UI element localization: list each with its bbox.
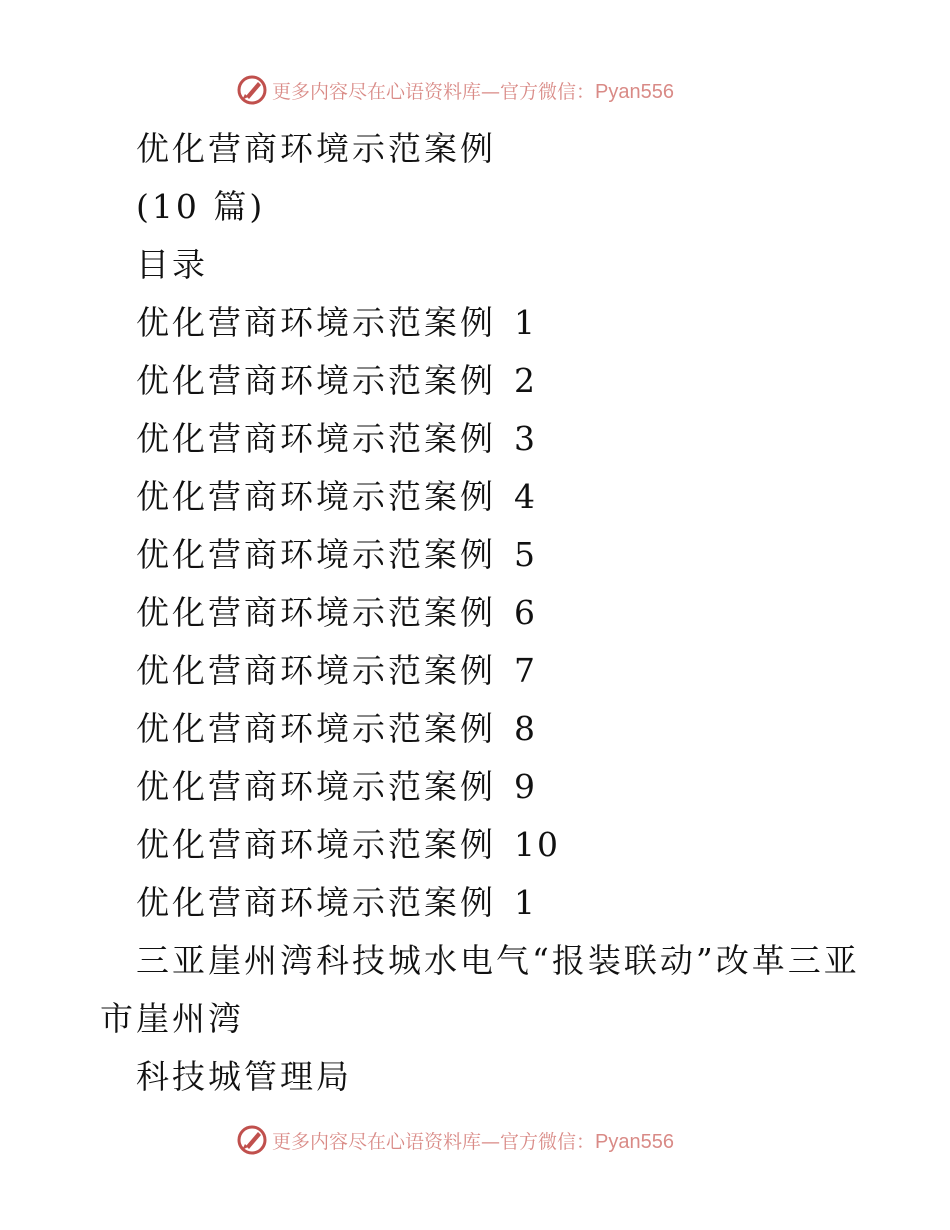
table-of-contents (100, 294, 860, 874)
body-paragraph-line: 三亚崖州湾科技城水电气“报装联动”改革三亚 (136, 941, 860, 980)
document-body (100, 120, 860, 1106)
watermark-text: 更多内容尽在心语资料库—官方微信：Pyan556 (272, 1130, 674, 1153)
document-title: 优化营商环境示范案例 (136, 129, 496, 168)
toc-item[interactable]: 优化营商环境示范案例 7 (136, 651, 537, 690)
toc-item[interactable]: 优化营商环境示范案例 2 (136, 361, 537, 400)
brand-logo-icon (236, 1124, 268, 1156)
body-paragraph-line: 市崖州湾 (100, 999, 244, 1038)
toc-heading: 目录 (136, 245, 208, 284)
watermark-text: 更多内容尽在心语资料库—官方微信：Pyan556 (272, 80, 674, 103)
body-paragraph-line: 科技城管理局 (136, 1057, 352, 1096)
toc-item[interactable]: 优化营商环境示范案例 9 (136, 767, 537, 806)
toc-item[interactable]: 优化营商环境示范案例 4 (136, 477, 537, 516)
toc-item[interactable]: 优化营商环境示范案例 5 (136, 535, 537, 574)
toc-item[interactable]: 优化营商环境示范案例 8 (136, 709, 537, 748)
toc-item[interactable]: 优化营商环境示范案例 1 (136, 303, 537, 342)
toc-item[interactable]: 优化营商环境示范案例 3 (136, 419, 537, 458)
watermark-header (0, 70, 950, 110)
watermark-footer (0, 1120, 950, 1160)
toc-item[interactable]: 优化营商环境示范案例 10 (136, 825, 560, 864)
toc-item[interactable]: 优化营商环境示范案例 6 (136, 593, 537, 632)
section-heading: 优化营商环境示范案例 1 (136, 883, 537, 922)
brand-logo-icon (236, 74, 268, 106)
document-subtitle: (10 篇) (136, 187, 266, 226)
